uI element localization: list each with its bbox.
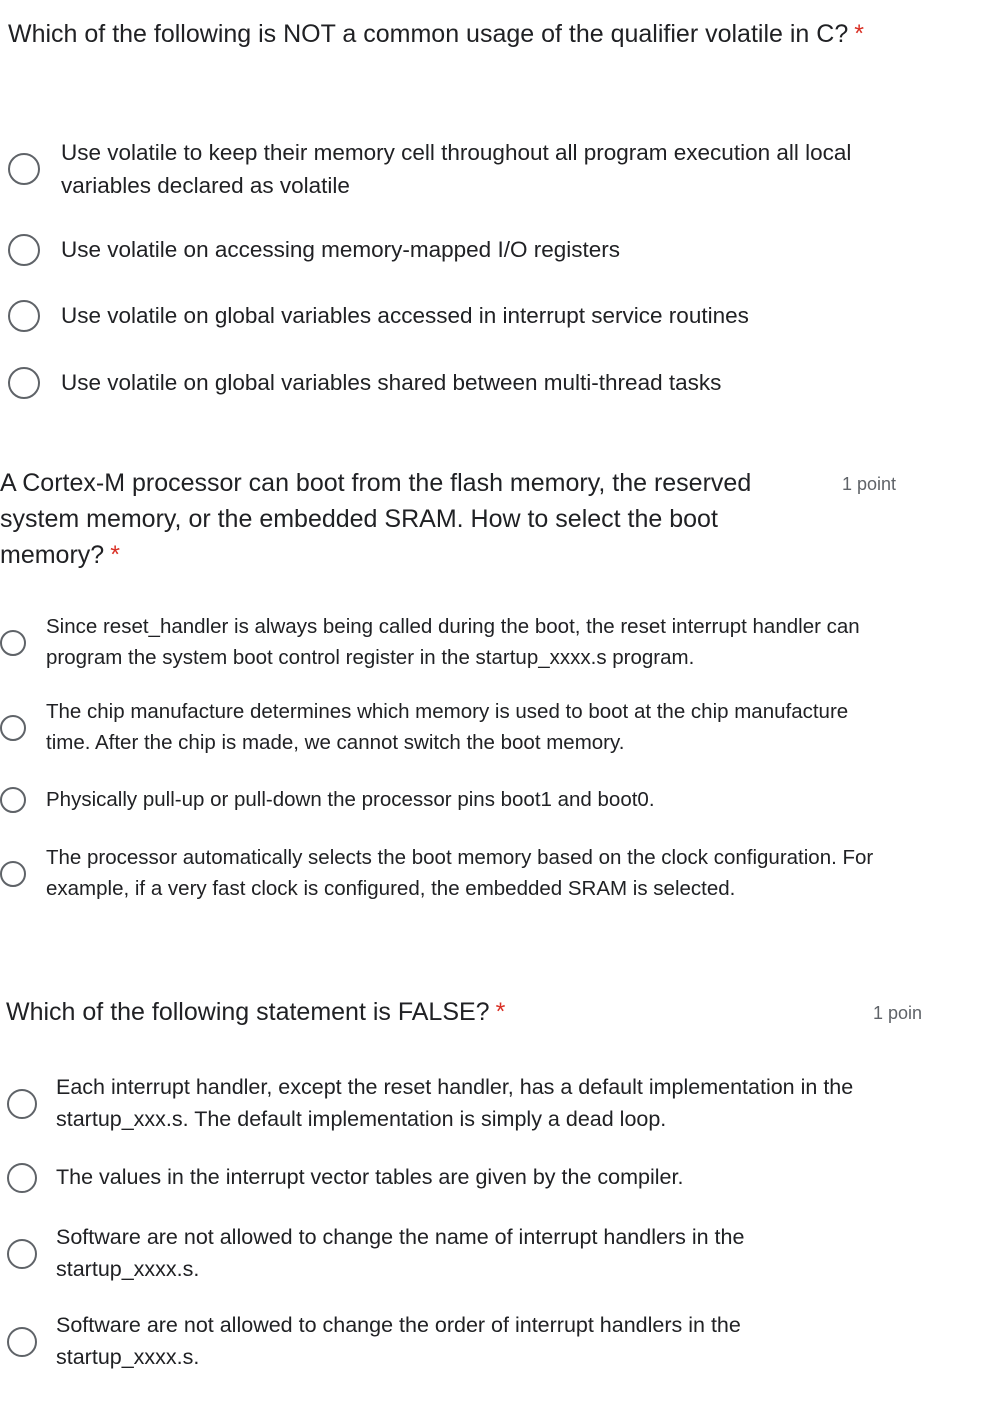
option-label: Software are not allowed to change the name of interrupt handlers in the startup_xxxx.s. <box>56 1225 745 1281</box>
option-label: Since reset_handler is always being called during the boot, the reset interrupt handler can program the system boot control register in the startup_xxxx.s program. <box>46 615 860 669</box>
radio-button-icon[interactable] <box>0 861 26 887</box>
question-1-title <box>8 16 908 52</box>
question-3-points: 1 poin <box>873 1003 923 1023</box>
option-label: The values in the interrupt vector tables are given by the compiler. <box>56 1165 684 1189</box>
question-3-text: Which of the following statement is FALSE? <box>6 998 490 1026</box>
question-2-option-4[interactable] <box>0 843 900 904</box>
radio-button-icon[interactable] <box>8 300 40 332</box>
question-2-option-2[interactable] <box>0 697 900 758</box>
radio-button-icon[interactable] <box>0 787 26 813</box>
question-1-option-1[interactable] <box>8 136 928 202</box>
required-asterisk: * <box>495 998 506 1026</box>
question-3-title <box>6 994 806 1030</box>
question-2-text: A Cortex-M processor can boot from the flash memory, the reserved system memory, or the embedded SRAM. How to select the boot memory? <box>0 469 752 569</box>
radio-button-icon[interactable] <box>0 630 26 656</box>
question-2-option-3[interactable] <box>0 785 900 816</box>
option-label: Software are not allowed to change the order of interrupt handlers in the startup_xxxx.s. <box>56 1313 741 1369</box>
radio-button-icon[interactable] <box>8 234 40 266</box>
option-label: Use volatile on global variables accessed in interrupt service routines <box>61 303 749 328</box>
radio-button-icon[interactable] <box>7 1089 37 1119</box>
option-label: Use volatile on accessing memory-mapped I/O registers <box>61 237 620 262</box>
question-1-text: Which of the following is NOT a common usage of the qualifier volatile in C? <box>8 20 849 48</box>
question-2-title <box>0 465 780 573</box>
required-asterisk: * <box>110 541 120 569</box>
required-asterisk: * <box>854 20 864 48</box>
option-label: Use volatile to keep their memory cell throughout all program execution all local variables declared as volatile <box>61 140 852 198</box>
question-1-option-3[interactable] <box>8 299 928 332</box>
question-3-option-2[interactable] <box>7 1162 937 1194</box>
radio-button-icon[interactable] <box>7 1163 37 1193</box>
option-label: Physically pull-up or pull-down the processor pins boot1 and boot0. <box>46 788 655 811</box>
option-label: The chip manufacture determines which memory is used to boot at the chip manufacture time. After the chip is made, we cannot switch the boot memory. <box>46 700 849 754</box>
radio-button-icon[interactable] <box>7 1327 37 1357</box>
option-label: The processor automatically selects the boot memory based on the clock configuration. For example, if a very fast clock is configured, the embedded SRAM is selected. <box>46 846 874 900</box>
question-3-option-4[interactable] <box>7 1310 937 1373</box>
question-2-points: 1 point <box>842 474 897 494</box>
option-label: Use volatile on global variables shared between multi-thread tasks <box>61 370 722 395</box>
radio-button-icon[interactable] <box>0 715 26 741</box>
option-label: Each interrupt handler, except the reset handler, has a default implementation in the startup_xxx.s. The default implementation is simply a dead loop. <box>56 1075 854 1131</box>
radio-button-icon[interactable] <box>7 1239 37 1269</box>
question-2-option-1[interactable] <box>0 612 900 673</box>
radio-button-icon[interactable] <box>8 153 40 185</box>
question-3-option-1[interactable] <box>7 1072 937 1135</box>
question-1-option-2[interactable] <box>8 233 928 266</box>
question-3-option-3[interactable] <box>7 1222 937 1285</box>
radio-button-icon[interactable] <box>8 367 40 399</box>
question-1-option-4[interactable] <box>8 366 928 399</box>
